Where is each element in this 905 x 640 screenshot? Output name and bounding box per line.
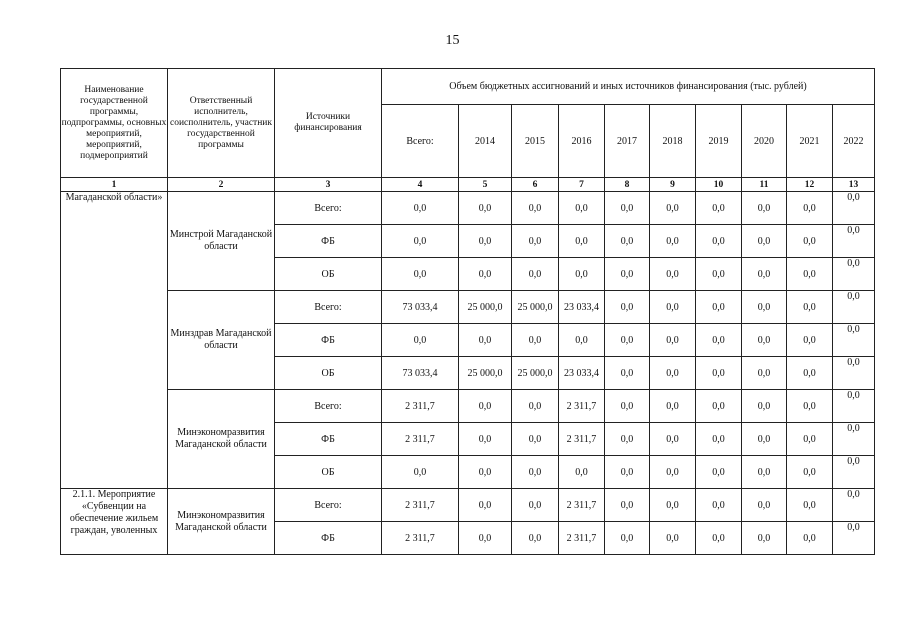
header-year: Всего:	[382, 105, 459, 178]
value-cell: 0,0	[742, 324, 787, 357]
value-cell: 0,0	[382, 324, 459, 357]
source-cell: ОБ	[275, 258, 382, 291]
value-cell: 0,0	[512, 456, 559, 489]
value-cell: 0,0	[833, 390, 875, 423]
value-cell: 0,0	[459, 489, 512, 522]
value-cell: 0,0	[833, 192, 875, 225]
value-cell: 0,0	[650, 456, 696, 489]
header-year: 2017	[605, 105, 650, 178]
value-cell: 0,0	[787, 456, 833, 489]
value-cell: 0,0	[605, 390, 650, 423]
executor-cell: Минэкономразвития Магаданской области	[168, 390, 275, 489]
value-cell: 0,0	[605, 324, 650, 357]
value-cell: 0,0	[787, 192, 833, 225]
value-cell: 0,0	[512, 423, 559, 456]
source-cell: ФБ	[275, 423, 382, 456]
header-name: Наименование государственной программы, подпрограммы, основных мероприятий, мероприятий, подмероприятий	[61, 69, 168, 178]
value-cell: 0,0	[382, 225, 459, 258]
value-cell: 0,0	[696, 357, 742, 390]
value-cell: 0,0	[459, 522, 512, 555]
header-source: Источники финансирования	[275, 69, 382, 178]
page-number: 15	[445, 33, 460, 48]
value-cell: 2 311,7	[382, 522, 459, 555]
source-cell: ФБ	[275, 324, 382, 357]
value-cell: 0,0	[742, 291, 787, 324]
value-cell: 0,0	[382, 258, 459, 291]
column-number: 4	[382, 178, 459, 192]
value-cell: 0,0	[559, 258, 605, 291]
value-cell: 0,0	[459, 390, 512, 423]
value-cell: 0,0	[650, 357, 696, 390]
value-cell: 0,0	[696, 423, 742, 456]
value-cell: 23 033,4	[559, 357, 605, 390]
value-cell: 0,0	[559, 324, 605, 357]
table-row	[61, 291, 875, 324]
value-cell: 73 033,4	[382, 291, 459, 324]
header-funding-group: Объем бюджетных ассигнований и иных источников финансирования (тыс. рублей)	[382, 69, 875, 105]
column-number: 13	[833, 178, 875, 192]
column-number: 6	[512, 178, 559, 192]
value-cell: 0,0	[605, 489, 650, 522]
value-cell: 25 000,0	[512, 357, 559, 390]
header-year: 2019	[696, 105, 742, 178]
executor-cell: Минэкономразвития Магаданской области	[168, 489, 275, 555]
value-cell: 0,0	[605, 225, 650, 258]
value-cell: 0,0	[742, 258, 787, 291]
value-cell: 0,0	[787, 489, 833, 522]
value-cell: 0,0	[742, 390, 787, 423]
value-cell: 2 311,7	[382, 390, 459, 423]
value-cell: 0,0	[605, 423, 650, 456]
value-cell: 0,0	[787, 258, 833, 291]
source-cell: ОБ	[275, 456, 382, 489]
value-cell: 0,0	[605, 522, 650, 555]
value-cell: 0,0	[650, 522, 696, 555]
value-cell: 0,0	[696, 489, 742, 522]
header-year: 2022	[833, 105, 875, 178]
value-cell: 0,0	[833, 291, 875, 324]
header-year: 2021	[787, 105, 833, 178]
column-number: 5	[459, 178, 512, 192]
value-cell: 0,0	[742, 456, 787, 489]
column-number: 1	[61, 178, 168, 192]
value-cell: 0,0	[559, 225, 605, 258]
value-cell: 0,0	[833, 324, 875, 357]
value-cell: 0,0	[512, 489, 559, 522]
value-cell: 0,0	[650, 225, 696, 258]
value-cell: 0,0	[605, 192, 650, 225]
value-cell: 0,0	[696, 291, 742, 324]
value-cell: 0,0	[787, 291, 833, 324]
column-number: 11	[742, 178, 787, 192]
value-cell: 0,0	[650, 258, 696, 291]
value-cell: 2 311,7	[559, 423, 605, 456]
value-cell: 0,0	[512, 390, 559, 423]
value-cell: 0,0	[382, 192, 459, 225]
value-cell: 25 000,0	[512, 291, 559, 324]
column-number: 9	[650, 178, 696, 192]
value-cell: 0,0	[382, 456, 459, 489]
value-cell: 0,0	[605, 357, 650, 390]
value-cell: 0,0	[605, 258, 650, 291]
value-cell: 0,0	[696, 258, 742, 291]
value-cell: 0,0	[650, 192, 696, 225]
value-cell: 0,0	[833, 225, 875, 258]
value-cell: 0,0	[787, 522, 833, 555]
source-cell: Всего:	[275, 390, 382, 423]
value-cell: 0,0	[742, 489, 787, 522]
value-cell: 0,0	[512, 192, 559, 225]
column-number: 8	[605, 178, 650, 192]
value-cell: 0,0	[459, 423, 512, 456]
value-cell: 0,0	[787, 225, 833, 258]
value-cell: 0,0	[459, 258, 512, 291]
header-year: 2016	[559, 105, 605, 178]
value-cell: 0,0	[650, 390, 696, 423]
value-cell: 2 311,7	[559, 522, 605, 555]
value-cell: 0,0	[512, 225, 559, 258]
value-cell: 0,0	[742, 192, 787, 225]
value-cell: 2 311,7	[382, 423, 459, 456]
table-row	[61, 390, 875, 423]
value-cell: 0,0	[512, 324, 559, 357]
value-cell: 73 033,4	[382, 357, 459, 390]
value-cell: 0,0	[787, 390, 833, 423]
value-cell: 0,0	[696, 522, 742, 555]
value-cell: 0,0	[696, 192, 742, 225]
value-cell: 0,0	[833, 522, 875, 555]
value-cell: 0,0	[459, 225, 512, 258]
column-number: 3	[275, 178, 382, 192]
table-row	[61, 489, 875, 522]
value-cell: 0,0	[742, 225, 787, 258]
value-cell: 0,0	[650, 324, 696, 357]
value-cell: 0,0	[833, 489, 875, 522]
source-cell: ОБ	[275, 357, 382, 390]
source-cell: ФБ	[275, 225, 382, 258]
value-cell: 0,0	[605, 291, 650, 324]
value-cell: 0,0	[459, 192, 512, 225]
value-cell: 0,0	[833, 357, 875, 390]
value-cell: 0,0	[650, 423, 696, 456]
value-cell: 0,0	[833, 456, 875, 489]
column-number: 10	[696, 178, 742, 192]
value-cell: 2 311,7	[382, 489, 459, 522]
value-cell: 0,0	[742, 522, 787, 555]
executor-cell: Минздрав Магаданской области	[168, 291, 275, 390]
value-cell: 23 033,4	[559, 291, 605, 324]
value-cell: 0,0	[696, 456, 742, 489]
value-cell: 25 000,0	[459, 291, 512, 324]
executor-cell: Минстрой Магаданской области	[168, 192, 275, 291]
column-number: 12	[787, 178, 833, 192]
value-cell: 0,0	[650, 291, 696, 324]
source-cell: Всего:	[275, 489, 382, 522]
source-cell: ФБ	[275, 522, 382, 555]
value-cell: 0,0	[650, 489, 696, 522]
value-cell: 0,0	[742, 423, 787, 456]
program-name-cell: Магаданской области»	[61, 192, 168, 489]
value-cell: 0,0	[696, 324, 742, 357]
source-cell: Всего:	[275, 291, 382, 324]
source-cell: Всего:	[275, 192, 382, 225]
column-number: 7	[559, 178, 605, 192]
value-cell: 0,0	[512, 522, 559, 555]
value-cell: 25 000,0	[459, 357, 512, 390]
value-cell: 0,0	[605, 456, 650, 489]
value-cell: 0,0	[696, 390, 742, 423]
value-cell: 0,0	[787, 423, 833, 456]
value-cell: 2 311,7	[559, 489, 605, 522]
budget-table	[60, 68, 875, 555]
value-cell: 0,0	[559, 456, 605, 489]
header-executor: Ответственный исполнитель, соисполнитель, участник государственной программы	[168, 69, 275, 178]
value-cell: 0,0	[787, 324, 833, 357]
program-name-cell: 2.1.1. Мероприятие «Субвенции на обеспечение жильем граждан, уволенных	[61, 489, 168, 555]
value-cell: 2 311,7	[559, 390, 605, 423]
table-row	[61, 192, 875, 225]
value-cell: 0,0	[459, 324, 512, 357]
value-cell: 0,0	[742, 357, 787, 390]
header-year: 2015	[512, 105, 559, 178]
header-year: 2018	[650, 105, 696, 178]
header-year: 2014	[459, 105, 512, 178]
header-year: 2020	[742, 105, 787, 178]
value-cell: 0,0	[559, 192, 605, 225]
value-cell: 0,0	[833, 423, 875, 456]
value-cell: 0,0	[512, 258, 559, 291]
value-cell: 0,0	[696, 225, 742, 258]
value-cell: 0,0	[787, 357, 833, 390]
column-number: 2	[168, 178, 275, 192]
value-cell: 0,0	[833, 258, 875, 291]
value-cell: 0,0	[459, 456, 512, 489]
